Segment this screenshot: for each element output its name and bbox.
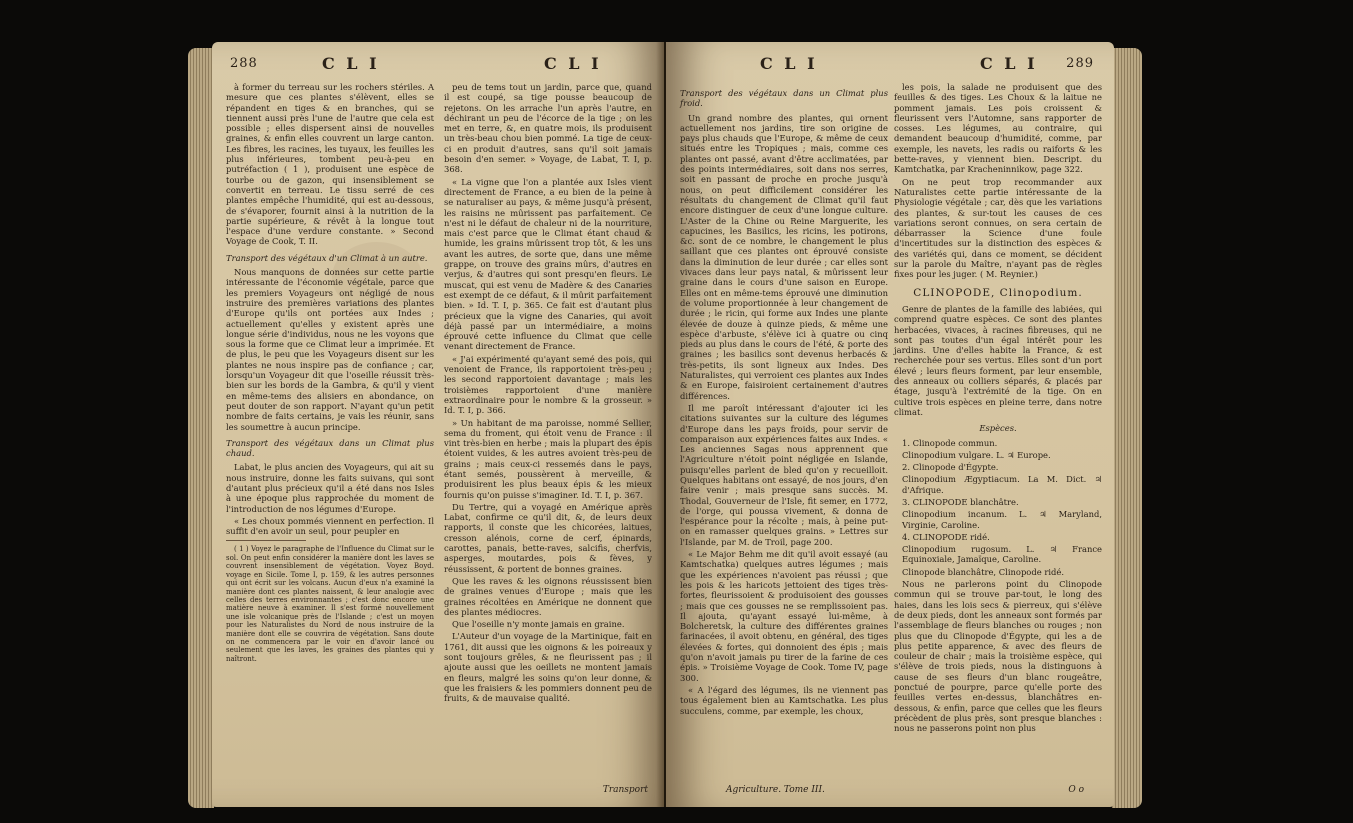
species-heading: Espèces. xyxy=(979,423,1017,434)
running-head-title: C L I xyxy=(544,54,602,73)
entry-heading: CLINOPODE, Clinopodium. xyxy=(913,286,1083,299)
paragraph: Nous manquons de données sur cette partie intéressante de l'économie végétale, parce que les premiers Voyageurs ont négligé de nous instruire des premières variations des plantes d'Europe qu'ils ont portées aux Indes ; actuellement qu'elles y existent après une longue série d'individus, nous ne les voyons que sous la forme que ce Climat leur a imprimée. Et de plus, le peu que les Voyageurs disent sur les plantes ne nous inspire pas de confiance ; car, lorsqu'un Voyageur dit que l'oseille réussit très-bien sur les bords de la Gambra, & qu'il y vient en même-tems des alisiers en abondance, on peut douter de son rapport. N'ayant qu'un petit nombre de faits certains, je vais les réunir, sans les soumettre à aucun principe. xyxy=(226,267,434,432)
paragraph: « Le Major Behm me dit qu'il avoit essayé (au Kamtschatka) quelques autres légumes ; mais que les expériences n'avoient pas réussi ; que les pois & les haricots jettoient des tiges très-fortes, fleurissoient & produisoient des gousses ; mais que ces gousses ne se remplissoient pas. Il ajouta, qu'ayant essayé lui-même, à Bolcheretsk, la culture des différentes graines farinacées, il avoit obtenu, en général, des tiges élevées & fortes, qui donnoient des épis ; mais qu'on n'avoit jamais pu tirer de la farine de ces épis. » Troisième Voyage de Cook. Tome IV, page 300. xyxy=(680,549,888,683)
species-item: Clinopodium rugosum. L. ♃ France Equinoxiale, Jamaïque, Caroline. xyxy=(902,544,1102,565)
catchword: Transport xyxy=(602,785,648,795)
page-edges-left xyxy=(188,48,214,808)
species-item: Clinopodium incanum. L. ♃ Maryland, Virginie, Caroline. xyxy=(902,509,1102,530)
paragraph: à former du terreau sur les rochers stériles. A mesure que ces plantes s'élèvent, elles se répandent en tiges & en branches, qui se tiennent aussi près l'une de l'autre que cela est possible ; elles dispersent ainsi de nouvelles graines, & enfin elles couvrent un large canton. Les fibres, les racines, les tuyaux, les feuilles les plus inférieures, tombent peu-à-peu en putréfaction ( 1 ), produisent une espèce de tourbe ou de gazon, qui insensiblement se convertit en terreau. Le tissu serré de ces plantes empêche l'humidité, qui est au-dessous, de s'évaporer, fournit ainsi à la nutrition de la partie supérieure, & révêt à la longue tout l'espace d'une verdure constante. » Second Voyage de Cook, T. II. xyxy=(226,82,434,247)
section-heading: Transport des végétaux dans un Climat plus chaud. xyxy=(226,437,434,459)
signature-mark: O o xyxy=(1068,785,1084,795)
running-head-title: C L I xyxy=(980,54,1038,73)
running-head-left xyxy=(226,54,650,80)
species-item: 3. CLINOPODE blanchâtre. xyxy=(902,496,1019,507)
running-head-title: C L I xyxy=(760,54,818,73)
footnote: ( 1 ) Voyez le paragraphe de l'Influence du Climat sur le sol. On peut enfin considérer la manière dont les laves se couvrent insensiblement de végétation. Voyez Boyd. voyage en Sicile. Tome I, p. 159, & les autres personnes qui ont écrit sur les volcans. Aucun d'eux n'a examiné la manière dont ces plantes naissent, & leur analogie avec celles des terres environnantes ; c'est donc encore une matière neuve à examiner. Il s'est formé nouvellement une isle volcanique près de l'Islande ; c'est un moyen pour les Naturalistes du Nord de nous instruire de la manière dont elle se couvrira de végétation. Sans doute on ne commencera par le voir en d'avoir lancé ou seulement que les laves, les graines des plantes qui y naîtront. xyxy=(226,545,434,663)
paragraph: On ne peut trop recommander aux Naturalistes cette partie intéressante de la Physiologie végétale ; car, dès que les variations des plantes, & sur-tout les causes de ces variations seront connues, on sera certain de débarrasser la Science d'une foule d'incertitudes sur la distinction des espèces & des variétés qui, dans ce moment, se décident sur la parole du Maître, n'ayant pas de règles fixes pour les juger. ( M. Reynier.) xyxy=(894,176,1102,280)
page-edges-right xyxy=(1112,48,1142,808)
species-item: 4. CLINOPODE ridé. xyxy=(902,531,990,542)
paragraph: Un grand nombre des plantes, qui ornent actuellement nos jardins, tire son origine de pays plus chauds que l'Europe, & même de ceux situés entre les Tropiques ; mais, comme ces plantes ont passé, avant d'être acclimatées, par des points intermédiaires, soit dans nos serres, soit en passant de proche en proche jusqu'à nous, on peut difficilement considérer les résultats du changement de Climat qu'il faut encore distinguer de ceux d'une longue culture. L'Aster de la Chine ou Reine Marguerite, les capucines, les Basilics, les ricins, les potirons, &c. sont de ce nombre, le changement le plus saillant que ces plantes ont éprouvé consiste dans la diminution de leur durée ; car elles sont vivaces dans leur pays natal, & mûrissent leur graine dans le cours d'une saison en Europe. Elles ont en même-tems éprouvé une diminution de volume proportionnée à leur changement de durée ; le ricin, qui forme aux Indes une plante élevée de douze à quinze pieds, & même une espèce d'arbuste, s'élève ici à quatre ou cinq pieds au plus dans le cours de l'été, & porte des graines ; les basilics sont devenus herbacés & très-petits, ils sont ligneux aux Indes. Des Naturalistes, qui verroient ces plantes aux Indes & en Europe, faisiroient certainement d'autres différences. xyxy=(680,112,888,401)
section-heading: Transport des végétaux dans un Climat plus froid. xyxy=(680,88,888,109)
left-column-2 xyxy=(444,82,652,706)
species-item: 1. Clinopode commun. xyxy=(902,437,998,448)
page-number: 289 xyxy=(1066,56,1094,71)
paragraph: Du Tertre, qui a voyagé en Amérique après Labat, confirme ce qu'il dit, &, de leurs deux rapports, il conste que les chicorées, laitues, cresson alénois, corne de cerf, épinards, carottes, panais, bette-raves, salcifis, cherfvis, asperges, moutardes, pois & fèves, y réussissent, & portent de bonnes graines. xyxy=(444,501,652,574)
footnote-rule xyxy=(226,540,306,541)
paragraph: « La vigne que l'on a plantée aux Isles vient directement de France, a eu bien de la peine à se naturaliser au pays, & même jusqu'à présent, les raisins ne mûrissent pas parfaitement. Ce n'est ni le défaut de chaleur ni de la nourriture, mais c'est parce que le Climat étant chaud & humide, les grains mûrissent trop tôt, & les uns avant les autres, de sorte que, dans une même grappe, on trouve des grains mûrs, d'autres en verjus, & d'autres qui sont presqu'en fleurs. Le muscat, qui est venu de Madère & des Canaries est exempt de ce défaut, & il mûrit parfaitement bien. » Id. T. I, p. 365. Ce fait est d'autant plus précieux que la vigne des Canaries, qui avoit déjà passé par un intermédiaire, a moins éprouvé cette influence du Climat que celle venant directement de France. xyxy=(444,176,652,352)
paragraph: « Les choux pommés viennent en perfection. Il suffit d'en avoir un seul, pour peupler en xyxy=(226,515,434,537)
paragraph: Genre de plantes de la famille des labiées, qui comprend quatre espèces. Ce sont des plantes herbacées, vivaces, à racines fibreuses, qui ne sont pas toutes d'un égal intérêt pour les jardins. Une d'elles habite la France, & est recherchée pour ses vertus. Elles sont d'un port élevé ; leurs fleurs forment, par leur ensemble, des anneaux ou colliers séparés, & placés par étage, jusqu'à l'extrémité de la tige. On en cultive trois espèces en pleine terre, dans notre climat. xyxy=(894,303,1102,417)
paragraph: Labat, le plus ancien des Voyageurs, qui ait su nous instruire, donne les faits suivans, qui sont d'autant plus précieux qu'il a été dans nos Isles à une époque plus rapprochée du moment de l'introduction de nos légumes d'Europe. xyxy=(226,462,434,514)
paragraph: Il me paroît intéressant d'ajouter ici les citations suivantes sur la culture des légumes d'Europe dans les pays froids, pour servir de comparaison aux expériences faites aux Indes. « Les anciennes Sagas nous apprennent que l'Agriculture n'étoit point négligée en Islande, puisqu'elles parlent de bled qu'on y recueilloit. Quelques habitans ont essayé, de nos jours, d'en faire venir ; mais presque sans succès. M. Thodal, Gouverneur de l'Isle, fit semer, en 1772, de l'orge, qui poussa vivement, & donna de l'espérance pour la récolte ; mais, à peine put-on en ramasser quelques grains. » Lettres sur l'Islande, par M. de Troil, page 200. xyxy=(680,402,888,547)
paragraph: peu de tems tout un jardin, parce que, quand il est coupé, sa tige pousse beaucoup de rejetons. On les arrache l'un après l'autre, en déchirant un peu de l'écorce de la tige ; on les met en terre, &, en quatre mois, ils produisent un très-beau chou bien pommé. La tige de ceux-ci en produit d'autres, sans qu'il soit jamais besoin d'en semer. » Voyage, de Labat, T. I, p. 368. xyxy=(444,82,652,175)
paragraph: Nous ne parlerons point du Clinopode commun qui se trouve par-tout, le long des haies, dans les lois secs & pierreux, qui s'élève de deux pieds, dont les anneaux sont formés par l'assemblage de fleurs blanches ou rouges ; non plus que du Clinopode d'Égypte, qui les a de plus petite apparence, & avec des fleurs de couleur de chair ; mais la troisième espèce, qui s'élève de trois pieds, nous la distinguons à cause de ses fleurs d'un blanc rougeâtre, ponctué de pourpre, parce qu'elle porte des feuilles vertes en-dessus, blanchâtres en-dessous, & enfin, parce que celles que les fleurs précèdent de plus près, sont presque blanches : nous ne passerons point non plus xyxy=(894,579,1102,734)
paragraph: L'Auteur d'un voyage de la Martinique, fait en 1761, dit aussi que les oignons & les poireaux y sont toujours grêles, & ne fleurissent pas ; il ajoute aussi que les oeillets ne montent jamais en fleurs, malgré les soins qu'on leur donne, & que les fraisiers & les pommiers donnent peu de fruits, & de mauvaise qualité. xyxy=(444,631,652,704)
left-page xyxy=(212,42,664,807)
right-column-2 xyxy=(894,82,1102,736)
paragraph: les pois, la salade ne produisent que des feuilles & des tiges. Les Choux & la laitue ne pomment jamais. Les pois croissent & fleurissent vers l'Automne, sans rapporter de cosses. Les légumes, au contraire, qui demandent beaucoup d'humidité, comme, par exemple, les navets, les radis ou raiforts & les bette-raves, y viennent bien. Descript. du Kamtchatka, par Kracheninnikow, page 322. xyxy=(894,82,1102,175)
paragraph: « A l'égard des légumes, ils ne viennent pas tous également bien au Kamtschatka. Les plus succulens, comme, par exemple, les choux, xyxy=(680,684,888,716)
species-item: Clinopodium vulgare. L. ♃ Europe. xyxy=(902,449,1051,460)
paragraph: Que les raves & les oignons réussissent bien de graines venues d'Europe ; mais que les graines récoltées en Amérique ne donnent que des plantes médiocres. xyxy=(444,575,652,617)
page-number: 288 xyxy=(230,56,258,71)
signature-mark: Agriculture. Tome III. xyxy=(726,785,825,795)
right-page xyxy=(666,42,1114,807)
species-item: Clinopodium Ægyptiacum. La M. Dict. ♃ d'Afrique. xyxy=(902,474,1102,495)
paragraph: « J'ai expérimenté qu'ayant semé des pois, qui venoient de France, ils rapportoient très-peu ; les second rapportoient davantage ; mais les troisièmes rapportoient d'une manière extraordinaire pour le nombre & la grosseur. » Id. T. I, p. 366. xyxy=(444,353,652,416)
section-heading: Transport des végétaux d'un Climat à un autre. xyxy=(226,252,428,263)
paragraph: » Un habitant de ma paroisse, nommé Sellier, sema du froment, qui étoit venu de France : il vint très-bien en herbe ; mais la plupart des épis étoient vuides, & les autres avoient très-peu de grains ; mais ceux-ci ressemés dans le pays, étant semés, poussèrent à merveille, & produisirent les plus beaux épis & les mieux fournis qu'on puisse s'imaginer. Id. T. I, p. 367. xyxy=(444,417,652,500)
right-column-1 xyxy=(680,82,888,718)
running-head-right xyxy=(680,54,1100,80)
left-column-1 xyxy=(226,82,434,665)
species-item: 2. Clinopode d'Égypte. xyxy=(902,462,999,473)
paragraph: Que l'oseille n'y monte jamais en graine. xyxy=(452,619,625,630)
running-head-title: C L I xyxy=(322,54,380,73)
species-item: Clinopode blanchâtre, Clinopode ridé. xyxy=(902,566,1064,577)
